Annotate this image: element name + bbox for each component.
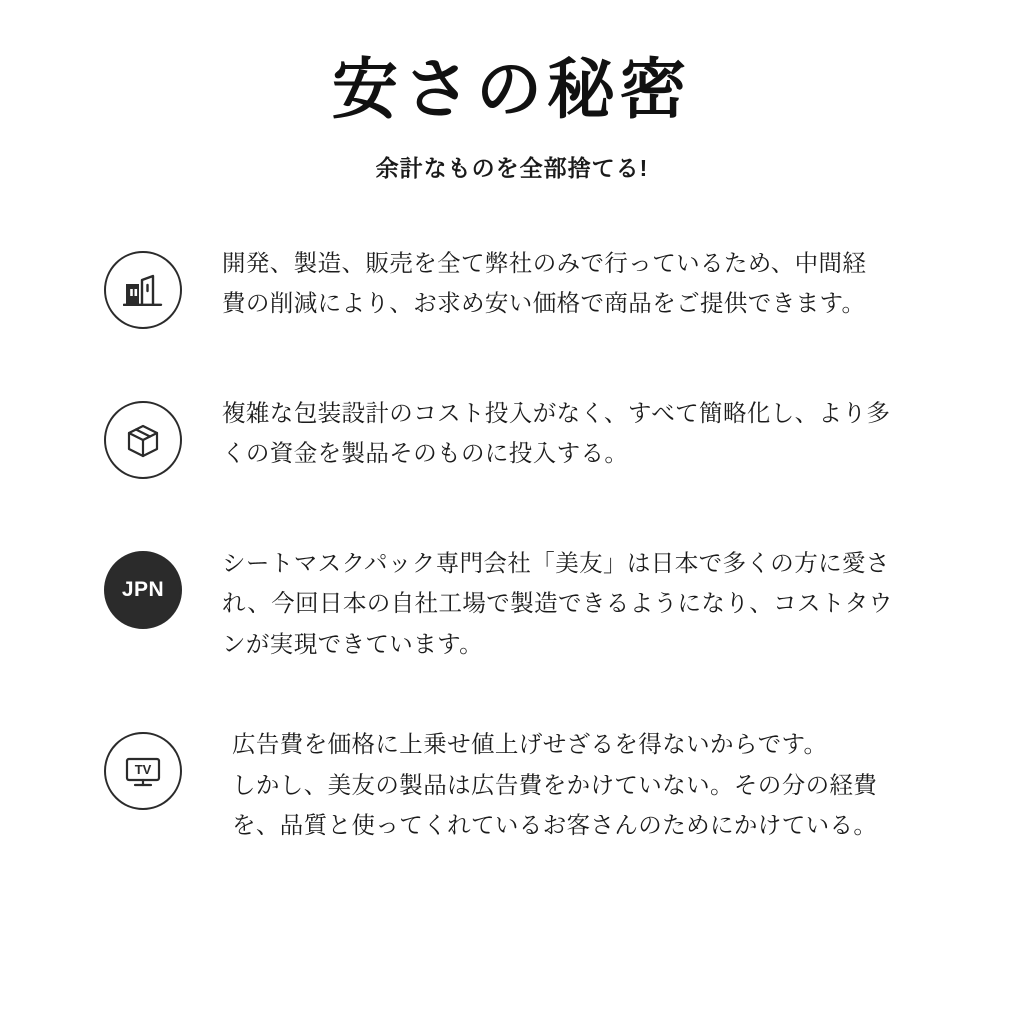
list-item bbox=[100, 541, 978, 664]
jpn-badge-icon bbox=[104, 551, 182, 629]
feature-line: を、品質と使ってくれているお客さんのためにかけている。 bbox=[232, 811, 878, 838]
icon-wrap bbox=[100, 728, 186, 814]
jpn-badge-label: JPN bbox=[121, 577, 165, 601]
list-item bbox=[100, 391, 978, 483]
icon-wrap bbox=[100, 247, 186, 333]
icon-wrap bbox=[100, 547, 186, 633]
feature-line: 広告費を価格に上乗せ値上げせざるを得ないからです。 bbox=[232, 731, 828, 758]
tv-screen-icon bbox=[104, 732, 182, 810]
list-item bbox=[100, 722, 978, 845]
feature-text bbox=[186, 391, 978, 474]
header bbox=[0, 0, 1024, 183]
page-subtitle: 余計なものを全部捨てる! bbox=[375, 154, 649, 181]
svg-text:TV: TV bbox=[134, 762, 152, 778]
feature-text bbox=[186, 241, 978, 324]
feature-line: 複雑な包装設計のコスト投入がなく、すべて簡略化し、より多 bbox=[222, 399, 891, 426]
feature-text bbox=[186, 722, 978, 845]
page-title: 安さの秘密 bbox=[332, 52, 692, 126]
feature-line: しかし、美友の製品は広告費をかけていない。その分の経費 bbox=[232, 771, 878, 798]
feature-line: シートマスクパック専門会社「美友」は日本で多くの方に愛さ bbox=[222, 549, 890, 576]
feature-line: 費の削減により、お求め安い価格で商品をご提供できます。 bbox=[222, 290, 866, 317]
feature-list bbox=[0, 241, 1024, 845]
feature-line: れ、今回日本の自社工場で製造できるようになり、コストタウ bbox=[222, 590, 893, 617]
feature-text bbox=[186, 541, 978, 664]
open-box-package-icon bbox=[104, 401, 182, 479]
list-item bbox=[100, 241, 978, 333]
icon-wrap bbox=[100, 397, 186, 483]
feature-line: 開発、製造、販売を全て弊社のみで行っているため、中間経 bbox=[222, 249, 867, 276]
factory-building-icon bbox=[104, 251, 182, 329]
feature-line: くの資金を製品そのものに投入する。 bbox=[222, 440, 629, 467]
feature-line: ンが実現できています。 bbox=[222, 630, 484, 657]
